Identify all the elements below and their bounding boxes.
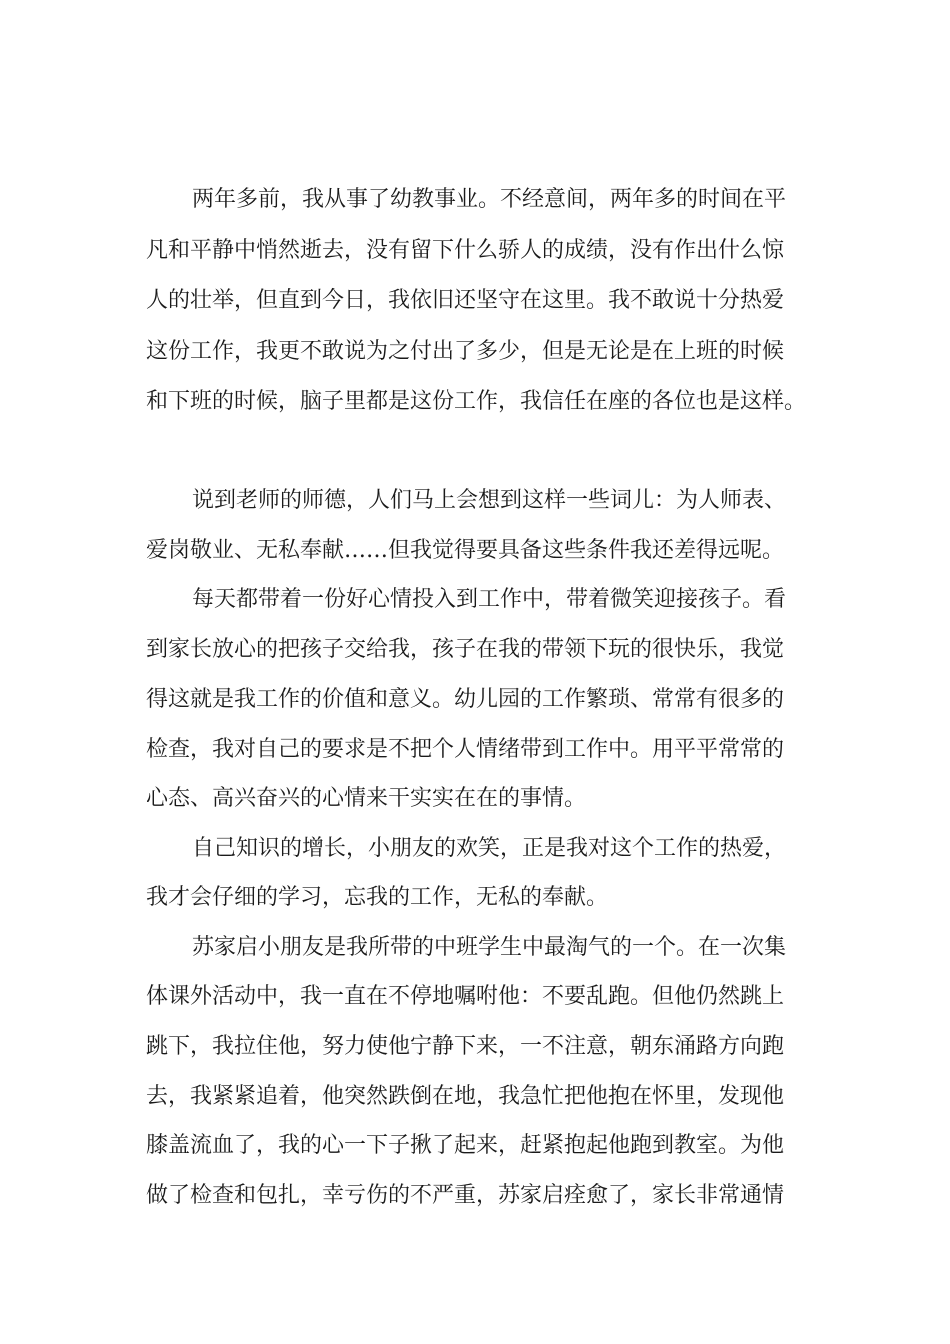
paragraph-4-line-2: 我才会仔细的学习，忘我的工作，无私的奉献。 — [146, 885, 609, 910]
paragraph-1-line-1: 两年多前，我从事了幼教事业。不经意间，两年多的时间在平 — [192, 187, 787, 212]
paragraph-2-line-1: 说到老师的师德，人们马上会想到这样一些词儿：为人师表、 — [192, 488, 787, 513]
paragraph-5-line-3: 跳下，我拉住他，努力使他宁静下来，一不注意，朝东涌路方向跑 — [146, 1034, 785, 1059]
paragraph-1-line-4: 这份工作，我更不敢说为之付出了多少，但是无论是在上班的时候 — [146, 339, 785, 364]
paragraph-1-line-3: 人的壮举，但直到今日，我依旧还坚守在这里。我不敢说十分热爱 — [146, 288, 785, 313]
paragraph-3-line-2: 到家长放心的把孩子交给我，孩子在我的带领下玩的很快乐，我觉 — [146, 637, 785, 662]
paragraph-5-line-2: 体课外活动中，我一直在不停地嘱咐他：不要乱跑。但他仍然跳上 — [146, 984, 785, 1009]
paragraph-4-line-1: 自己知识的增长，小朋友的欢笑，正是我对这个工作的热爱， — [192, 836, 787, 861]
paragraph-5-line-1: 苏家启小朋友是我所带的中班学生中最淘气的一个。在一次集 — [192, 935, 787, 960]
paragraph-3-line-1: 每天都带着一份好心情投入到工作中，带着微笑迎接孩子。看 — [192, 587, 787, 612]
paragraph-5-line-4: 去，我紧紧追着，他突然跌倒在地，我急忙把他抱在怀里，发现他 — [146, 1084, 785, 1109]
paragraph-3-line-3: 得这就是我工作的价值和意义。幼儿园的工作繁琐、常常有很多的 — [146, 687, 785, 712]
paragraph-3-line-4: 检查，我对自己的要求是不把个人情绪带到工作中。用平平常常的 — [146, 737, 785, 762]
paragraph-1-line-2: 凡和平静中悄然逝去，没有留下什么骄人的成绩，没有作出什么惊 — [146, 238, 785, 263]
paragraph-2-line-2: 爱岗敬业、无私奉献……但我觉得要具备这些条件我还差得远呢。 — [146, 538, 785, 563]
paragraph-1-line-5: 和下班的时候，脑子里都是这份工作，我信任在座的各位也是这样。 — [146, 389, 807, 414]
paragraph-5-line-5: 膝盖流血了，我的心一下子揪了起来，赶紧抱起他跑到教室。为他 — [146, 1133, 785, 1158]
paragraph-3-line-5: 心态、高兴奋兴的心情来干实实在在的事情。 — [146, 786, 587, 811]
paragraph-5-line-6: 做了检查和包扎，幸亏伤的不严重，苏家启痊愈了，家长非常通情 — [146, 1183, 785, 1208]
